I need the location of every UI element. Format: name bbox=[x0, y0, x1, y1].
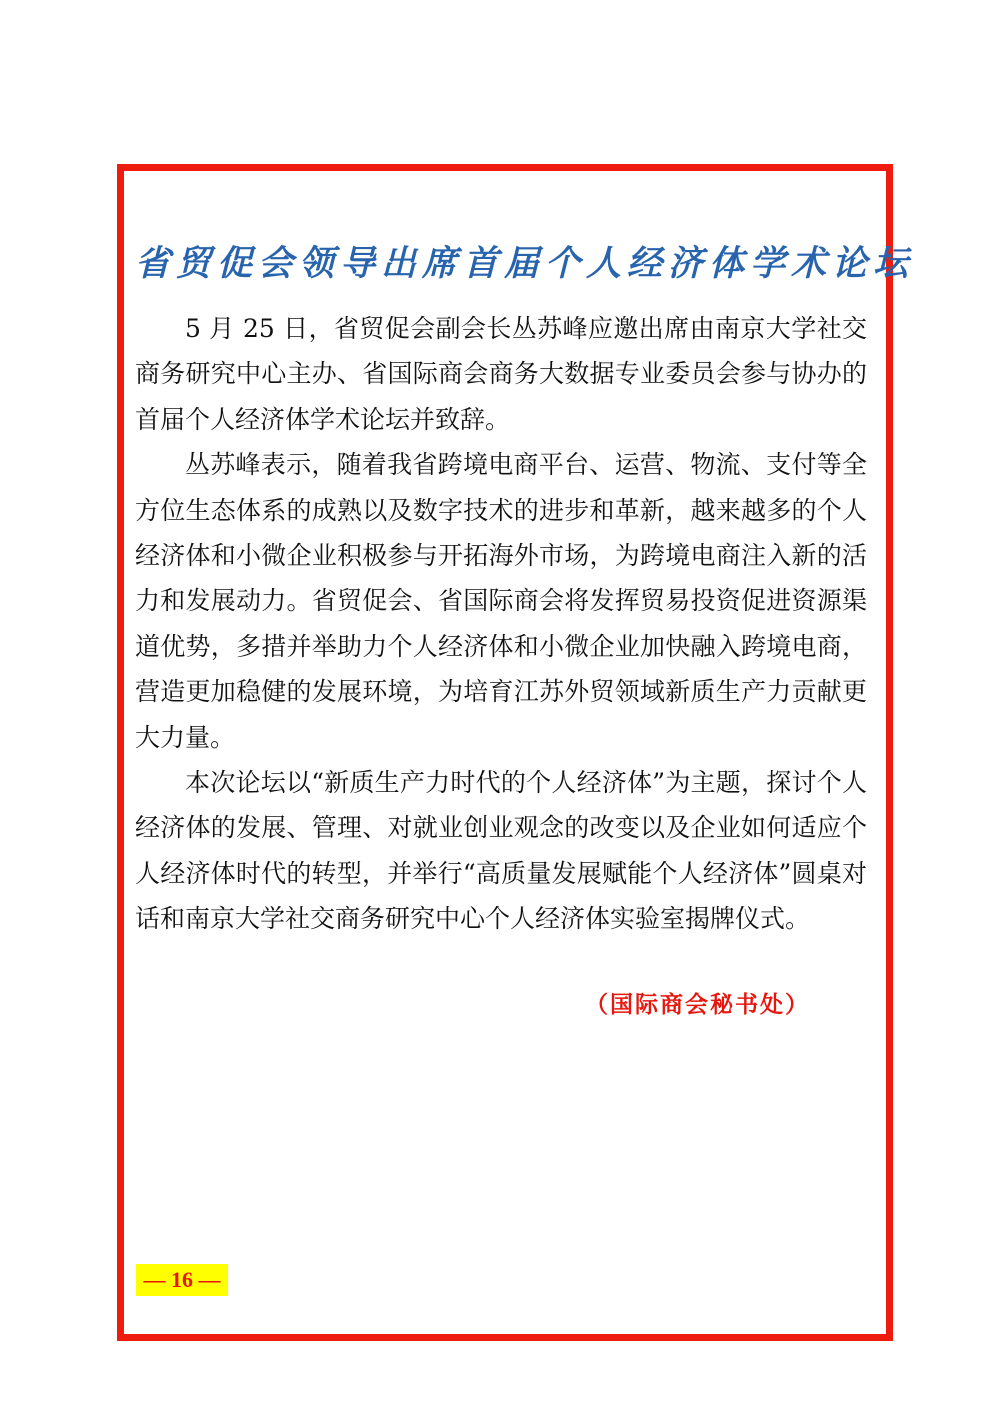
paragraph-2: 丛苏峰表示，随着我省跨境电商平台、运营、物流、支付等全方位生态体系的成熟以及数字技术的进步和革新，越来越多的个人经济体和小微企业积极参与开拓海外市场，为跨境电商注入新的活力和发展动力。省贸促会、省国际商会将发挥贸易投资促进资源渠道优势，多措并举助力个人经济体和小微企业加快融入跨境电商，营造更加稳健的发展环境，为培育江苏外贸领域新质生产力贡献更大力量。 bbox=[135, 450, 867, 752]
article-signature: （国际商会秘书处） bbox=[585, 991, 810, 1018]
paragraph-3: 本次论坛以“新质生产力时代的个人经济体”为主题，探讨个人经济体的发展、管理、对就业创业观念的改变以及企业如何适应个人经济体时代的转型，并举行“高质量发展赋能个人经济体”圆桌对话和南京大学社交商务研究中心个人经济体实验室揭牌仪式。 bbox=[135, 768, 867, 934]
paragraph-1: 5 月 25 日，省贸促会副会长丛苏峰应邀出席由南京大学社交商务研究中心主办、省国际商会商务大数据专业委员会参与协办的首届个人经济体学术论坛并致辞。 bbox=[135, 314, 867, 434]
article-title: 省贸促会领导出席首届个人经济体学术论坛 bbox=[135, 243, 915, 284]
page-number: — 16 — bbox=[136, 1264, 228, 1296]
article-body bbox=[135, 306, 867, 942]
